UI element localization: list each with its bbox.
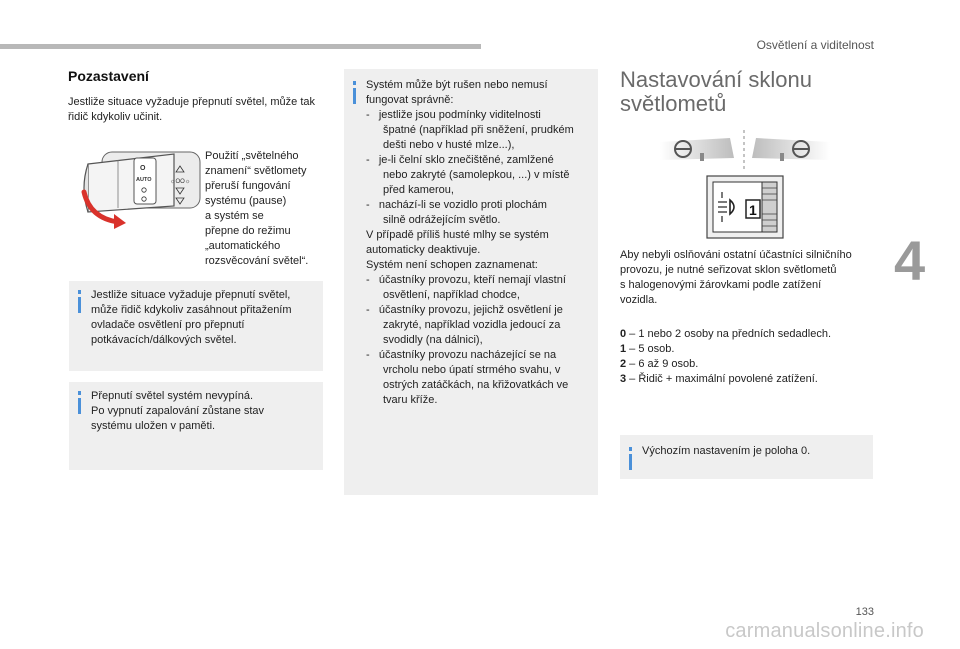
- info-icon-dot: [78, 391, 81, 395]
- desc-line: Aby nebyli oslňováni ostatní účastníci silničního: [620, 249, 852, 261]
- note-line: tvaru kříže.: [383, 394, 438, 406]
- note-memory: [69, 382, 323, 470]
- note-line: - účastníky provozu, jejichž osvětlení je: [366, 304, 563, 316]
- note-text: Výchozím nastavením je poloha 0.: [642, 445, 811, 457]
- note-line: - účastníky provozu, kteří nemají vlastní: [366, 274, 566, 286]
- load-level-key: 1: [620, 343, 627, 355]
- note-line: před kamerou,: [383, 184, 454, 196]
- info-icon-dot: [78, 290, 81, 294]
- caption-line: „automatického: [205, 240, 281, 252]
- note-line: svodidly (na dálnici),: [383, 334, 483, 346]
- note-line: ostrých zatáčkách, na křižovatkách ve: [383, 379, 569, 391]
- info-icon-bar: [353, 88, 356, 104]
- headlamp-levelling-illustration: [660, 128, 830, 240]
- info-icon-bar: [629, 454, 632, 470]
- stalk-caption: [205, 149, 327, 269]
- chapter-number: 4: [894, 229, 926, 292]
- stalk-label-off: O: [140, 165, 146, 172]
- page-number: 133: [855, 606, 874, 618]
- note-line: Po vypnutí zapalování zůstane stav: [91, 405, 265, 417]
- note-line: silně odrážejícím světlo.: [383, 214, 501, 226]
- note-line: osvětlení, například chodce,: [383, 289, 520, 301]
- note-system-limits: [344, 69, 598, 495]
- caption-line: Použití „světelného: [205, 150, 299, 162]
- intro-paragraph: Jestliže situace vyžaduje přepnutí světel, může tak řidič kdykoliv učinit.: [68, 96, 316, 123]
- load-level-key: 0: [620, 328, 627, 340]
- info-icon-dot: [629, 447, 632, 451]
- note-line: vrcholu nebo úpatí strmého svahu, v: [383, 364, 561, 376]
- note-default-position: [620, 435, 873, 479]
- note-line: - nachází-li se vozidlo proti plochám: [366, 199, 547, 211]
- load-level-text: – 1 nebo 2 osoby na předních sedadlech.: [626, 328, 831, 340]
- gear-lever-icon: [700, 153, 704, 161]
- note-line: ovladače osvětlení pro přepnutí: [91, 319, 245, 331]
- note-line: Přepnutí světel systém nevypíná.: [91, 390, 254, 402]
- note-line: systému uložen v paměti.: [91, 420, 216, 432]
- caption-line: přeruší fungování: [205, 180, 291, 192]
- caption-line: znamení“ světlomety: [205, 165, 307, 177]
- title-line: světlometů: [620, 91, 727, 116]
- high-beam-icon: ☼OO☼: [170, 179, 191, 185]
- note-line: fungovat správně:: [366, 94, 454, 106]
- caption-line: rozsvěcování světel“.: [205, 255, 309, 267]
- light-stalk-illustration: [78, 148, 202, 230]
- info-icon-bar: [78, 297, 81, 313]
- beam-left: [660, 138, 734, 160]
- load-level-text: – Řidič + maximální povolené zatížení.: [626, 373, 818, 385]
- note-line: potkávacích/dálkových světel.: [91, 334, 237, 346]
- note-line: automaticky deaktivuje.: [366, 244, 481, 256]
- desc-line: vozidla.: [620, 294, 658, 306]
- desc-line: provozu, je nutné seřizovat sklon světlometů: [620, 264, 837, 276]
- wheel-value: 1: [749, 202, 757, 218]
- note-line: - je-li čelní sklo znečištěné, zamlžené: [366, 154, 554, 166]
- section-title-headlamp-levelling: [620, 68, 870, 116]
- load-level-item: [620, 342, 876, 357]
- note-line: může řidič kdykoliv zasáhnout přitažením: [91, 304, 292, 316]
- beam-right: [752, 138, 830, 160]
- note-line: nebo zakryté (samolepkou, ...) v místě: [383, 169, 570, 181]
- header-rule: [0, 44, 481, 49]
- note-manual-override: [69, 281, 323, 371]
- load-level-text: – 5 osob.: [626, 343, 675, 355]
- note-line: Jestliže situace vyžaduje přepnutí světel,: [91, 289, 291, 301]
- watermark: carmanualsonline.info: [725, 620, 924, 642]
- chapter-title: Osvětlení a viditelnost: [756, 38, 874, 52]
- note-line: - účastníky provozu nacházející se na: [366, 349, 557, 361]
- section-title-pause: Pozastavení: [68, 68, 149, 84]
- caption-line: přepne do režimu: [205, 225, 291, 237]
- pull-arrow-head-icon: [114, 214, 126, 229]
- note-line: dešti nebo v husté mlze...),: [383, 139, 515, 151]
- gear-lever-icon-2: [780, 153, 784, 161]
- note-line: špatné (například při sněžení, prudkém: [383, 124, 574, 136]
- desc-line: s halogenovými žárovkami podle zatížení: [620, 279, 822, 291]
- note-line: Systém může být rušen nebo nemusí: [366, 79, 548, 91]
- load-level-item: [620, 372, 876, 387]
- note-line: - jestliže jsou podmínky viditelnosti: [366, 109, 541, 121]
- load-levels-list: [620, 327, 876, 387]
- load-level-text: – 6 až 9 osob.: [626, 358, 699, 370]
- levelling-wheel: [762, 182, 777, 232]
- info-icon-bar: [78, 398, 81, 414]
- caption-line: systému (pause): [205, 195, 287, 207]
- title-line: Nastavování sklonu: [620, 67, 812, 92]
- stalk-label-auto: AUTO: [136, 177, 152, 183]
- caption-line: a systém se: [205, 210, 264, 222]
- note-line: V případě příliš husté mlhy se systém: [366, 229, 549, 241]
- load-level-item: [620, 357, 876, 372]
- info-icon-dot: [353, 81, 356, 85]
- note-line: zakryté, například vozidla jedoucí za: [383, 319, 561, 331]
- load-level-key: 3: [620, 373, 627, 385]
- load-level-key: 2: [620, 358, 627, 370]
- load-level-item: [620, 327, 876, 342]
- note-line: Systém není schopen zaznamenat:: [366, 259, 538, 271]
- levelling-description: [620, 248, 876, 308]
